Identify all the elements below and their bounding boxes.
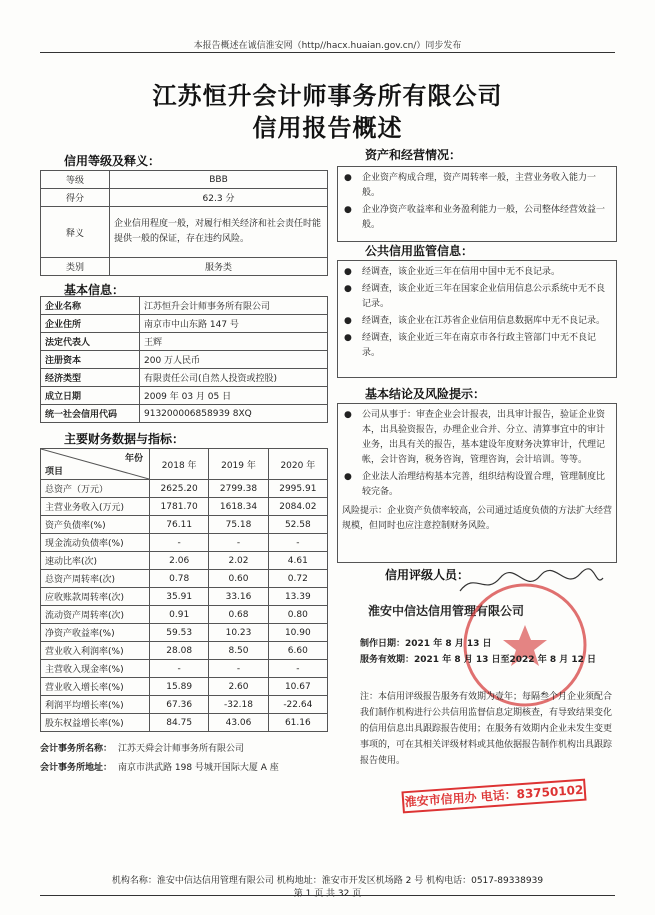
table-row xyxy=(41,696,328,714)
supervision-box xyxy=(337,260,617,378)
basic-key: 企业住所 xyxy=(41,315,140,333)
rating-table xyxy=(40,170,328,276)
conclusion-heading: 基本结论及风险提示： xyxy=(362,385,488,402)
supervision-item: 经调查，该企业在江苏省企业信用信息数据库中无不良记录。 xyxy=(362,316,606,326)
finance-cell: -22.64 xyxy=(268,696,327,714)
finance-cell: 59.53 xyxy=(150,624,209,642)
finance-row-label: 股东权益增长率(%) xyxy=(41,714,150,732)
risk-note: 风险提示：企业资产负债率较高，公司通过适度负债的方法扩大经营规模，但同时也应注意控制财务风险。 xyxy=(342,506,613,531)
finance-cell: 10.90 xyxy=(268,624,327,642)
table-corner-cell xyxy=(41,449,150,480)
supervision-item: 经调查，该企业近三年在南京市各行政主管部门中无不良记录。 xyxy=(362,333,597,358)
rating-key: 得分 xyxy=(41,189,110,207)
basic-value: 200 万人民币 xyxy=(140,351,328,369)
table-row xyxy=(41,171,328,189)
table-row xyxy=(41,387,328,405)
rating-value: BBB xyxy=(110,171,328,189)
finance-row-label: 营业收入利润率(%) xyxy=(41,642,150,660)
table-row xyxy=(41,606,328,624)
finance-body xyxy=(41,480,328,732)
list-item: ● 企业净资产收益率和业务盈利能力一般，公司整体经营效益一般。 xyxy=(344,205,606,230)
table-row xyxy=(41,480,328,498)
basic-key: 成立日期 xyxy=(41,387,140,405)
finance-cell: 15.89 xyxy=(150,678,209,696)
finance-cell: 0.91 xyxy=(150,606,209,624)
finance-cell: - xyxy=(150,534,209,552)
firm-addr-line xyxy=(40,760,279,773)
table-header-row xyxy=(41,449,328,480)
basic-value: 有限责任公司(自然人投资或控股) xyxy=(140,369,328,387)
footer-rule xyxy=(40,895,615,896)
finance-cell: 43.06 xyxy=(209,714,268,732)
valid-line xyxy=(360,652,615,668)
table-row xyxy=(41,333,328,351)
finance-row-label: 流动资产周转率(次) xyxy=(41,606,150,624)
finance-row-label: 利润平均增长率(%) xyxy=(41,696,150,714)
dates-block xyxy=(360,636,615,668)
finance-row-label: 净资产收益率(%) xyxy=(41,624,150,642)
finance-row-label: 主营收入现金率(%) xyxy=(41,660,150,678)
year-header: 2020 年 xyxy=(268,449,327,480)
basic-value: 王辉 xyxy=(140,333,328,351)
firm-addr-label: 会计事务所地址： xyxy=(40,763,113,773)
basic-key: 统一社会信用代码 xyxy=(41,405,140,423)
table-row xyxy=(41,297,328,315)
supervision-heading: 公共信用监管信息： xyxy=(362,242,476,259)
table-row xyxy=(41,516,328,534)
table-row xyxy=(41,207,328,258)
item-label: 项目 xyxy=(45,467,64,477)
finance-cell: 52.58 xyxy=(268,516,327,534)
rater-heading: 信用评级人员： xyxy=(382,566,472,583)
list-item: ● 企业法人治理结构基本完善，组织结构设置合理，管理制度比较完备。 xyxy=(344,472,606,497)
date-label: 制作日期： xyxy=(360,639,406,649)
finance-cell: - xyxy=(268,660,327,678)
conclusion-item: 公司从事于：审查企业会计报表，出具审计报告，验证企业资本，出具验资报告，办理企业合并、分立、清算事宜中的审计业务，出具有关的报告，基本建设年度财务决算审计，代理记帐，会计咨询，税务咨询，管理咨询，会计培训。等等。 xyxy=(362,410,606,465)
date-line xyxy=(360,636,615,652)
finance-cell: 2.02 xyxy=(209,552,268,570)
finance-cell: 1618.34 xyxy=(209,498,268,516)
list-item: ● 公司从事于：审查企业会计报表，出具审计报告，验证企业资本，出具验资报告，办理企业合并、分立、清算事宜中的审计业务，出具有关的报告，基本建设年度财务决算审计，代理记帐，会计咨询，税务咨询，管理咨询，会计培训。等等。 xyxy=(344,410,606,465)
finance-cell: 2.06 xyxy=(150,552,209,570)
finance-cell: 75.18 xyxy=(209,516,268,534)
finance-row-label: 总资产周转率(次) xyxy=(41,570,150,588)
finance-row-label: 主营业务收入(万元) xyxy=(41,498,150,516)
table-row xyxy=(41,624,328,642)
finance-cell: 76.11 xyxy=(150,516,209,534)
finance-heading: 主要财务数据与指标： xyxy=(64,432,185,446)
finance-cell: 33.16 xyxy=(209,588,268,606)
supervision-item: 经调查，该企业近三年在国家企业信用信息公示系统中无不良记录。 xyxy=(362,284,606,309)
finance-cell: 28.08 xyxy=(150,642,209,660)
basic-table xyxy=(40,296,328,423)
footer-org: 机构名称：淮安中信达信用管理有限公司 机构地址：淮安市开发区机场路 2 号 机构电话：0517-89338939 xyxy=(111,876,544,886)
table-row xyxy=(41,189,328,207)
report-note: 注：本信用评级报告服务有效期为壹年；每隔叁个月企业须配合我们制作机构进行公共信用监督信息定期核查，有导致结果变化的信用信息出具跟踪报告使用；在服务有效期内企业未发生变更事项的，可在其相关评级材料或其他依据报告制作机构出具跟踪报告使用。 xyxy=(360,692,613,766)
basic-value: 913200006858939 8XQ xyxy=(140,405,328,423)
finance-cell: 84.75 xyxy=(150,714,209,732)
finance-cell: - xyxy=(209,534,268,552)
header-rule xyxy=(40,52,615,53)
finance-row-label: 现金流动负债率(%) xyxy=(41,534,150,552)
assets-item: 企业资产构成合理，资产周转率一般，主营业务收入能力一般。 xyxy=(362,173,597,198)
list-item: ● 经调查，该企业近三年在国家企业信用信息公示系统中无不良记录。 xyxy=(344,284,606,309)
rating-value: 企业信用程度一般，对履行相关经济和社会责任时能提供一般的保证，存在违约风险。 xyxy=(110,207,328,258)
rating-key: 等级 xyxy=(41,171,110,189)
basic-value: 南京市中山东路 147 号 xyxy=(140,315,328,333)
finance-cell: 10.67 xyxy=(268,678,327,696)
finance-cell: 67.36 xyxy=(150,696,209,714)
finance-cell: 13.39 xyxy=(268,588,327,606)
basic-key: 企业名称 xyxy=(41,297,140,315)
finance-cell: 2995.91 xyxy=(268,480,327,498)
basic-value: 2009 年 03 月 05 日 xyxy=(140,387,328,405)
list-item: ● 企业资产构成合理，资产周转率一般，主营业务收入能力一般。 xyxy=(344,173,597,198)
finance-cell: 8.50 xyxy=(209,642,268,660)
year-header: 2019 年 xyxy=(209,449,268,480)
rating-key: 释义 xyxy=(41,207,110,258)
finance-cell: 0.78 xyxy=(150,570,209,588)
finance-cell: 0.72 xyxy=(268,570,327,588)
basic-key: 法定代表人 xyxy=(41,333,140,351)
title-line-2: 信用报告概述 xyxy=(252,114,403,142)
firm-addr: 南京市洪武路 198 号城开国际大厦 A 座 xyxy=(118,763,279,773)
table-row xyxy=(41,498,328,516)
table-row xyxy=(41,369,328,387)
date-value: 2021 年 8 月 13 日 xyxy=(405,639,492,649)
table-row xyxy=(41,588,328,606)
table-row xyxy=(41,534,328,552)
list-item: ● 经调查，该企业在江苏省企业信用信息数据库中无不良记录。 xyxy=(344,316,606,326)
finance-row-label: 营业收入增长率(%) xyxy=(41,678,150,696)
table-row xyxy=(41,714,328,732)
table-row xyxy=(41,660,328,678)
finance-row-label: 总资产（万元） xyxy=(41,480,150,498)
table-row xyxy=(41,351,328,369)
finance-cell: 10.23 xyxy=(209,624,268,642)
finance-cell: 61.16 xyxy=(268,714,327,732)
finance-table xyxy=(40,448,328,732)
basic-heading: 基本信息： xyxy=(64,283,125,297)
finance-cell: 35.91 xyxy=(150,588,209,606)
firm-name-line xyxy=(40,741,244,754)
valid-value: 2021 年 8 月 13 日至2022 年 8 月 12 日 xyxy=(414,655,597,665)
assets-box xyxy=(337,166,617,242)
finance-cell: 0.60 xyxy=(209,570,268,588)
header-note: 本报告概述在诚信淮安网（http//hacx.huaian.gov.cn/）同步发布 xyxy=(193,41,462,51)
table-row xyxy=(41,552,328,570)
conclusion-box xyxy=(337,403,617,563)
rater-org: 淮安中信达信用管理有限公司 xyxy=(368,604,525,618)
finance-cell: 2799.38 xyxy=(209,480,268,498)
finance-cell: 2625.20 xyxy=(150,480,209,498)
title-line-1: 江苏恒升会计师事务所有限公司 xyxy=(152,82,503,110)
finance-cell: - xyxy=(209,660,268,678)
basic-key: 经济类型 xyxy=(41,369,140,387)
basic-key: 注册资本 xyxy=(41,351,140,369)
list-item: ● 经调查，该企业近三年在南京市各行政主管部门中无不良记录。 xyxy=(344,333,597,358)
year-label: 年份 xyxy=(124,454,143,464)
finance-cell: - xyxy=(150,660,209,678)
assets-item: 企业净资产收益率和业务盈利能力一般，公司整体经营效益一般。 xyxy=(362,205,606,230)
finance-cell: 1781.70 xyxy=(150,498,209,516)
rating-value: 服务类 xyxy=(110,258,328,276)
table-row xyxy=(41,642,328,660)
finance-cell: 0.80 xyxy=(268,606,327,624)
list-item: ● 经调查，该企业近三年在信用中国中无不良记录。 xyxy=(344,267,561,277)
finance-row-label: 资产负债率(%) xyxy=(41,516,150,534)
assets-heading: 资产和经营情况： xyxy=(362,146,464,163)
finance-cell: 0.68 xyxy=(209,606,268,624)
finance-cell: 6.60 xyxy=(268,642,327,660)
finance-row-label: 速动比率(次) xyxy=(41,552,150,570)
finance-cell: - xyxy=(268,534,327,552)
finance-cell: 4.61 xyxy=(268,552,327,570)
finance-row-label: 应收账款周转率(次) xyxy=(41,588,150,606)
finance-cell: 2.60 xyxy=(209,678,268,696)
table-row xyxy=(41,678,328,696)
conclusion-item: 企业法人治理结构基本完善，组织结构设置合理，管理制度比较完备。 xyxy=(362,472,606,497)
table-row xyxy=(41,405,328,423)
finance-cell: -32.18 xyxy=(209,696,268,714)
table-row xyxy=(41,315,328,333)
year-header: 2018 年 xyxy=(150,449,209,480)
table-row xyxy=(41,258,328,276)
stamp-text: 淮安市信用办 电话：83750102 xyxy=(401,779,586,814)
supervision-item: 经调查，该企业近三年在信用中国中无不良记录。 xyxy=(362,267,561,277)
valid-label: 服务有效期： xyxy=(360,655,415,665)
firm-name-label: 会计事务所名称： xyxy=(40,744,113,754)
finance-cell: 2084.02 xyxy=(268,498,327,516)
firm-name: 江苏天舜会计师事务所有限公司 xyxy=(118,744,245,754)
rating-value: 62.3 分 xyxy=(110,189,328,207)
rating-heading: 信用等级及释义： xyxy=(64,154,161,168)
rating-key: 类别 xyxy=(41,258,110,276)
basic-value: 江苏恒升会计师事务所有限公司 xyxy=(140,297,328,315)
table-row xyxy=(41,570,328,588)
page-number: 第 1 页 共 32 页 xyxy=(293,889,362,899)
